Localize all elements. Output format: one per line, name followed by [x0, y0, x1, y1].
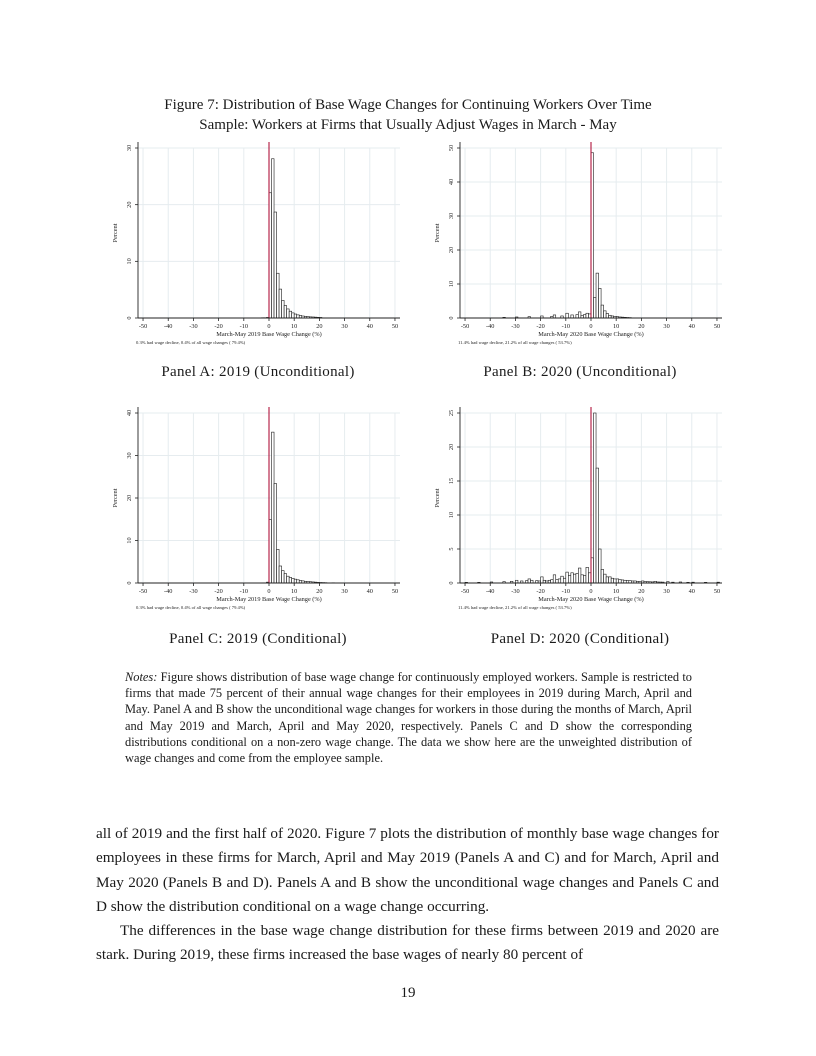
histogram-bar [566, 572, 569, 583]
histogram-bar [573, 574, 576, 583]
x-tick-label: 40 [688, 323, 695, 330]
y-tick-label: 30 [448, 212, 455, 220]
x-tick-label: 10 [291, 323, 298, 330]
histogram-panel-c [108, 405, 408, 615]
y-axis-title: Percent [434, 223, 441, 243]
histogram-bar [282, 300, 285, 318]
histogram-bar [601, 569, 604, 583]
histogram-bar [614, 579, 617, 583]
histogram-bar [282, 571, 285, 583]
y-tick-label: 25 [448, 409, 455, 417]
histogram-bar [563, 578, 566, 583]
histogram-bar [596, 273, 599, 318]
y-tick-label: 10 [126, 537, 133, 544]
histogram-bar [274, 212, 277, 318]
x-tick-label: 30 [663, 588, 670, 595]
y-tick-label: 30 [126, 144, 133, 152]
y-tick-label: 0 [448, 581, 455, 585]
histogram-bar [586, 567, 589, 583]
panel-a-caption: Panel A: 2019 (Unconditional) [161, 364, 355, 380]
figure-notes [125, 669, 692, 766]
histogram-bar [277, 549, 280, 583]
y-tick-label: 15 [448, 477, 455, 485]
x-tick-label: 10 [613, 323, 620, 330]
histogram-bar [566, 313, 569, 318]
figure-title [0, 95, 816, 135]
histogram-bar [541, 577, 544, 583]
histogram-bar [289, 577, 292, 583]
y-tick-label: 20 [448, 443, 455, 451]
body-text [96, 822, 719, 968]
x-tick-label: 20 [638, 588, 645, 595]
chart-note: 11.4% had wage decline, 21.2% of all wage changes ( 53.7%) [458, 605, 572, 610]
y-tick-label: 0 [448, 316, 455, 320]
histogram-bar [578, 312, 581, 318]
notes-lead: Notes: [125, 670, 158, 684]
panel-c-caption: Panel C: 2019 (Conditional) [169, 631, 347, 647]
x-tick-label: 30 [663, 323, 670, 330]
histogram-bar [553, 575, 556, 583]
histogram-bar [609, 577, 612, 583]
page-number: 19 [400, 985, 416, 1001]
histogram-bar [583, 315, 586, 318]
histogram-bar [279, 566, 282, 583]
x-axis-title: March-May 2019 Base Wage Change (%) [216, 331, 322, 338]
histogram-bar [604, 574, 607, 583]
histogram-bar [289, 311, 292, 318]
chart-panel-d [430, 405, 730, 610]
histogram-bar [284, 574, 287, 583]
histogram-bar [551, 580, 554, 583]
histogram-bar [297, 580, 300, 583]
x-tick-label: 50 [713, 588, 721, 595]
body-paragraph-1: all of 2019 and the first half of 2020. Figure 7 plots the distribution of monthly base wage changes for employees in these firms for March, April and May 2019 (Panels A and C) and for March, April and May 2020 (Panels B and D). Panels A and B show the unconditional wage changes and Panels C and D show the distribution conditional on a wage change occurring. [96, 825, 719, 915]
x-tick-label: 20 [638, 323, 645, 330]
x-tick-label: 10 [291, 588, 298, 595]
x-tick-label: -50 [460, 588, 470, 595]
y-tick-label: 20 [448, 246, 455, 254]
histogram-bar [528, 579, 531, 583]
x-tick-label: 40 [366, 588, 373, 595]
x-tick-label: 40 [366, 323, 373, 330]
x-tick-label: -20 [214, 588, 223, 595]
histogram-bar [599, 549, 602, 583]
histogram-bar [576, 573, 579, 583]
histogram-bar [611, 578, 614, 583]
x-tick-label: 0 [589, 323, 593, 330]
histogram-bar [621, 580, 624, 583]
histogram-bar [558, 579, 561, 583]
histogram-panel-b [430, 140, 730, 350]
histogram-bar [599, 288, 602, 318]
x-axis-title: March-May 2020 Base Wage Change (%) [538, 596, 644, 603]
x-tick-label: 0 [267, 588, 271, 595]
histogram-panel-a [108, 140, 408, 350]
histogram-bar [596, 468, 599, 583]
histogram-bar [272, 432, 275, 583]
x-tick-label: 0 [267, 323, 271, 330]
notes-text: Figure shows distribution of base wage change for continuously employed workers. Sample is restricted to firms that made 75 percent of their annual wage changes for their employees in 2019 during March, April and May. Panel A and B show the unconditional wage changes for workers in those during the months of March, April and May 2019 and March, April and May 2020, respectively. Panels C and D show the corresponding distributions conditional on a non-zero wage change. The data we show here are the unweighted distribution of wage changes and come from the employee sample. [125, 670, 692, 766]
x-tick-label: -40 [486, 588, 495, 595]
x-tick-label: -40 [164, 323, 173, 330]
x-tick-label: -10 [239, 588, 249, 595]
histogram-bar [604, 311, 607, 318]
body-paragraph-2: The differences in the base wage change distribution for these firms between 2019 and 2020 are stark. During 2019, these firms increased the base wages of nearly 80 percent of [96, 922, 719, 964]
histogram-bar [274, 484, 277, 583]
x-tick-label: -30 [189, 323, 198, 330]
x-tick-label: -20 [214, 323, 223, 330]
histogram-bar [292, 578, 295, 583]
x-tick-label: -20 [536, 323, 545, 330]
histogram-bar [297, 315, 300, 318]
x-tick-label: -30 [511, 323, 520, 330]
x-tick-label: -40 [486, 323, 495, 330]
x-tick-label: -10 [561, 588, 571, 595]
y-axis-title: Percent [434, 488, 441, 508]
y-tick-label: 10 [448, 511, 455, 519]
histogram-bar [287, 309, 290, 318]
x-tick-label: 0 [589, 588, 593, 595]
histogram-bar [606, 577, 609, 583]
chart-note: 0.3% had wage decline, 0.4% of all wage changes ( 79.4%) [136, 605, 246, 610]
histogram-bar [581, 575, 584, 583]
histogram-bar [571, 573, 574, 583]
x-tick-label: 40 [688, 588, 695, 595]
y-tick-label: 40 [126, 409, 133, 417]
histogram-bar [284, 306, 287, 318]
histogram-bar [586, 313, 589, 318]
x-tick-label: -10 [561, 323, 571, 330]
x-tick-label: -10 [239, 323, 249, 330]
chart-panel-c [108, 405, 408, 610]
x-tick-label: -20 [536, 588, 545, 595]
x-tick-label: -50 [138, 588, 148, 595]
histogram-bar [279, 289, 282, 318]
panel-d-caption: Panel D: 2020 (Conditional) [490, 631, 670, 647]
histogram-bar [576, 315, 579, 318]
x-tick-label: 30 [341, 323, 348, 330]
histogram-panel-d [430, 405, 730, 615]
x-tick-label: 20 [316, 323, 323, 330]
histogram-bar [292, 313, 295, 318]
x-tick-label: 30 [341, 588, 348, 595]
histogram-bar [553, 315, 556, 318]
chart-note: 0.3% had wage decline, 0.4% of all wage changes ( 79.4%) [136, 340, 246, 345]
histogram-bar [294, 579, 297, 583]
x-tick-label: 10 [613, 588, 620, 595]
x-tick-label: -40 [164, 588, 173, 595]
histogram-bar [556, 580, 559, 583]
histogram-bar [272, 159, 275, 318]
histogram-bar [277, 273, 280, 318]
y-tick-label: 30 [126, 452, 133, 459]
histogram-bar [561, 576, 564, 583]
y-tick-label: 20 [126, 494, 133, 502]
histogram-bar [294, 314, 297, 318]
histogram-bar [583, 576, 586, 583]
histogram-bar [594, 298, 597, 318]
x-axis-title: March-May 2020 Base Wage Change (%) [538, 331, 644, 338]
x-tick-label: -30 [189, 588, 198, 595]
histogram-bar [571, 315, 574, 318]
y-tick-label: 50 [448, 144, 455, 152]
y-tick-label: 20 [126, 201, 133, 208]
histogram-bar [578, 568, 581, 583]
chart-panel-b [430, 140, 730, 345]
y-axis-title: Percent [112, 488, 119, 508]
figure-title-line-1: Figure 7: Distribution of Base Wage Changes for Continuing Workers Over Time [164, 97, 652, 113]
panel-b-caption: Panel B: 2020 (Unconditional) [483, 364, 677, 380]
chart-panel-a [108, 140, 408, 345]
x-tick-label: 20 [316, 588, 323, 595]
histogram-bar [594, 413, 597, 583]
x-tick-label: 50 [391, 323, 399, 330]
x-tick-label: -30 [511, 588, 520, 595]
x-tick-label: -50 [138, 323, 148, 330]
x-axis-title: March-May 2019 Base Wage Change (%) [216, 596, 322, 603]
x-tick-label: -50 [460, 323, 470, 330]
y-axis-title: Percent [112, 223, 119, 243]
y-tick-label: 0 [126, 316, 133, 320]
y-tick-label: 5 [448, 547, 455, 551]
y-tick-label: 0 [126, 581, 133, 585]
y-tick-label: 40 [448, 178, 455, 186]
x-tick-label: 50 [391, 588, 399, 595]
histogram-bar [601, 305, 604, 318]
histogram-bar [606, 314, 609, 318]
histogram-bar [619, 580, 622, 583]
y-tick-label: 10 [448, 280, 455, 288]
histogram-bar [616, 579, 619, 583]
y-tick-label: 10 [126, 258, 133, 265]
histogram-bar [287, 576, 290, 583]
figure-title-line-2: Sample: Workers at Firms that Usually Adjust Wages in March - May [199, 117, 617, 133]
x-tick-label: 50 [713, 323, 721, 330]
histogram-bar [568, 576, 571, 583]
chart-note: 11.4% had wage decline, 21.2% of all wage changes ( 53.7%) [458, 340, 572, 345]
